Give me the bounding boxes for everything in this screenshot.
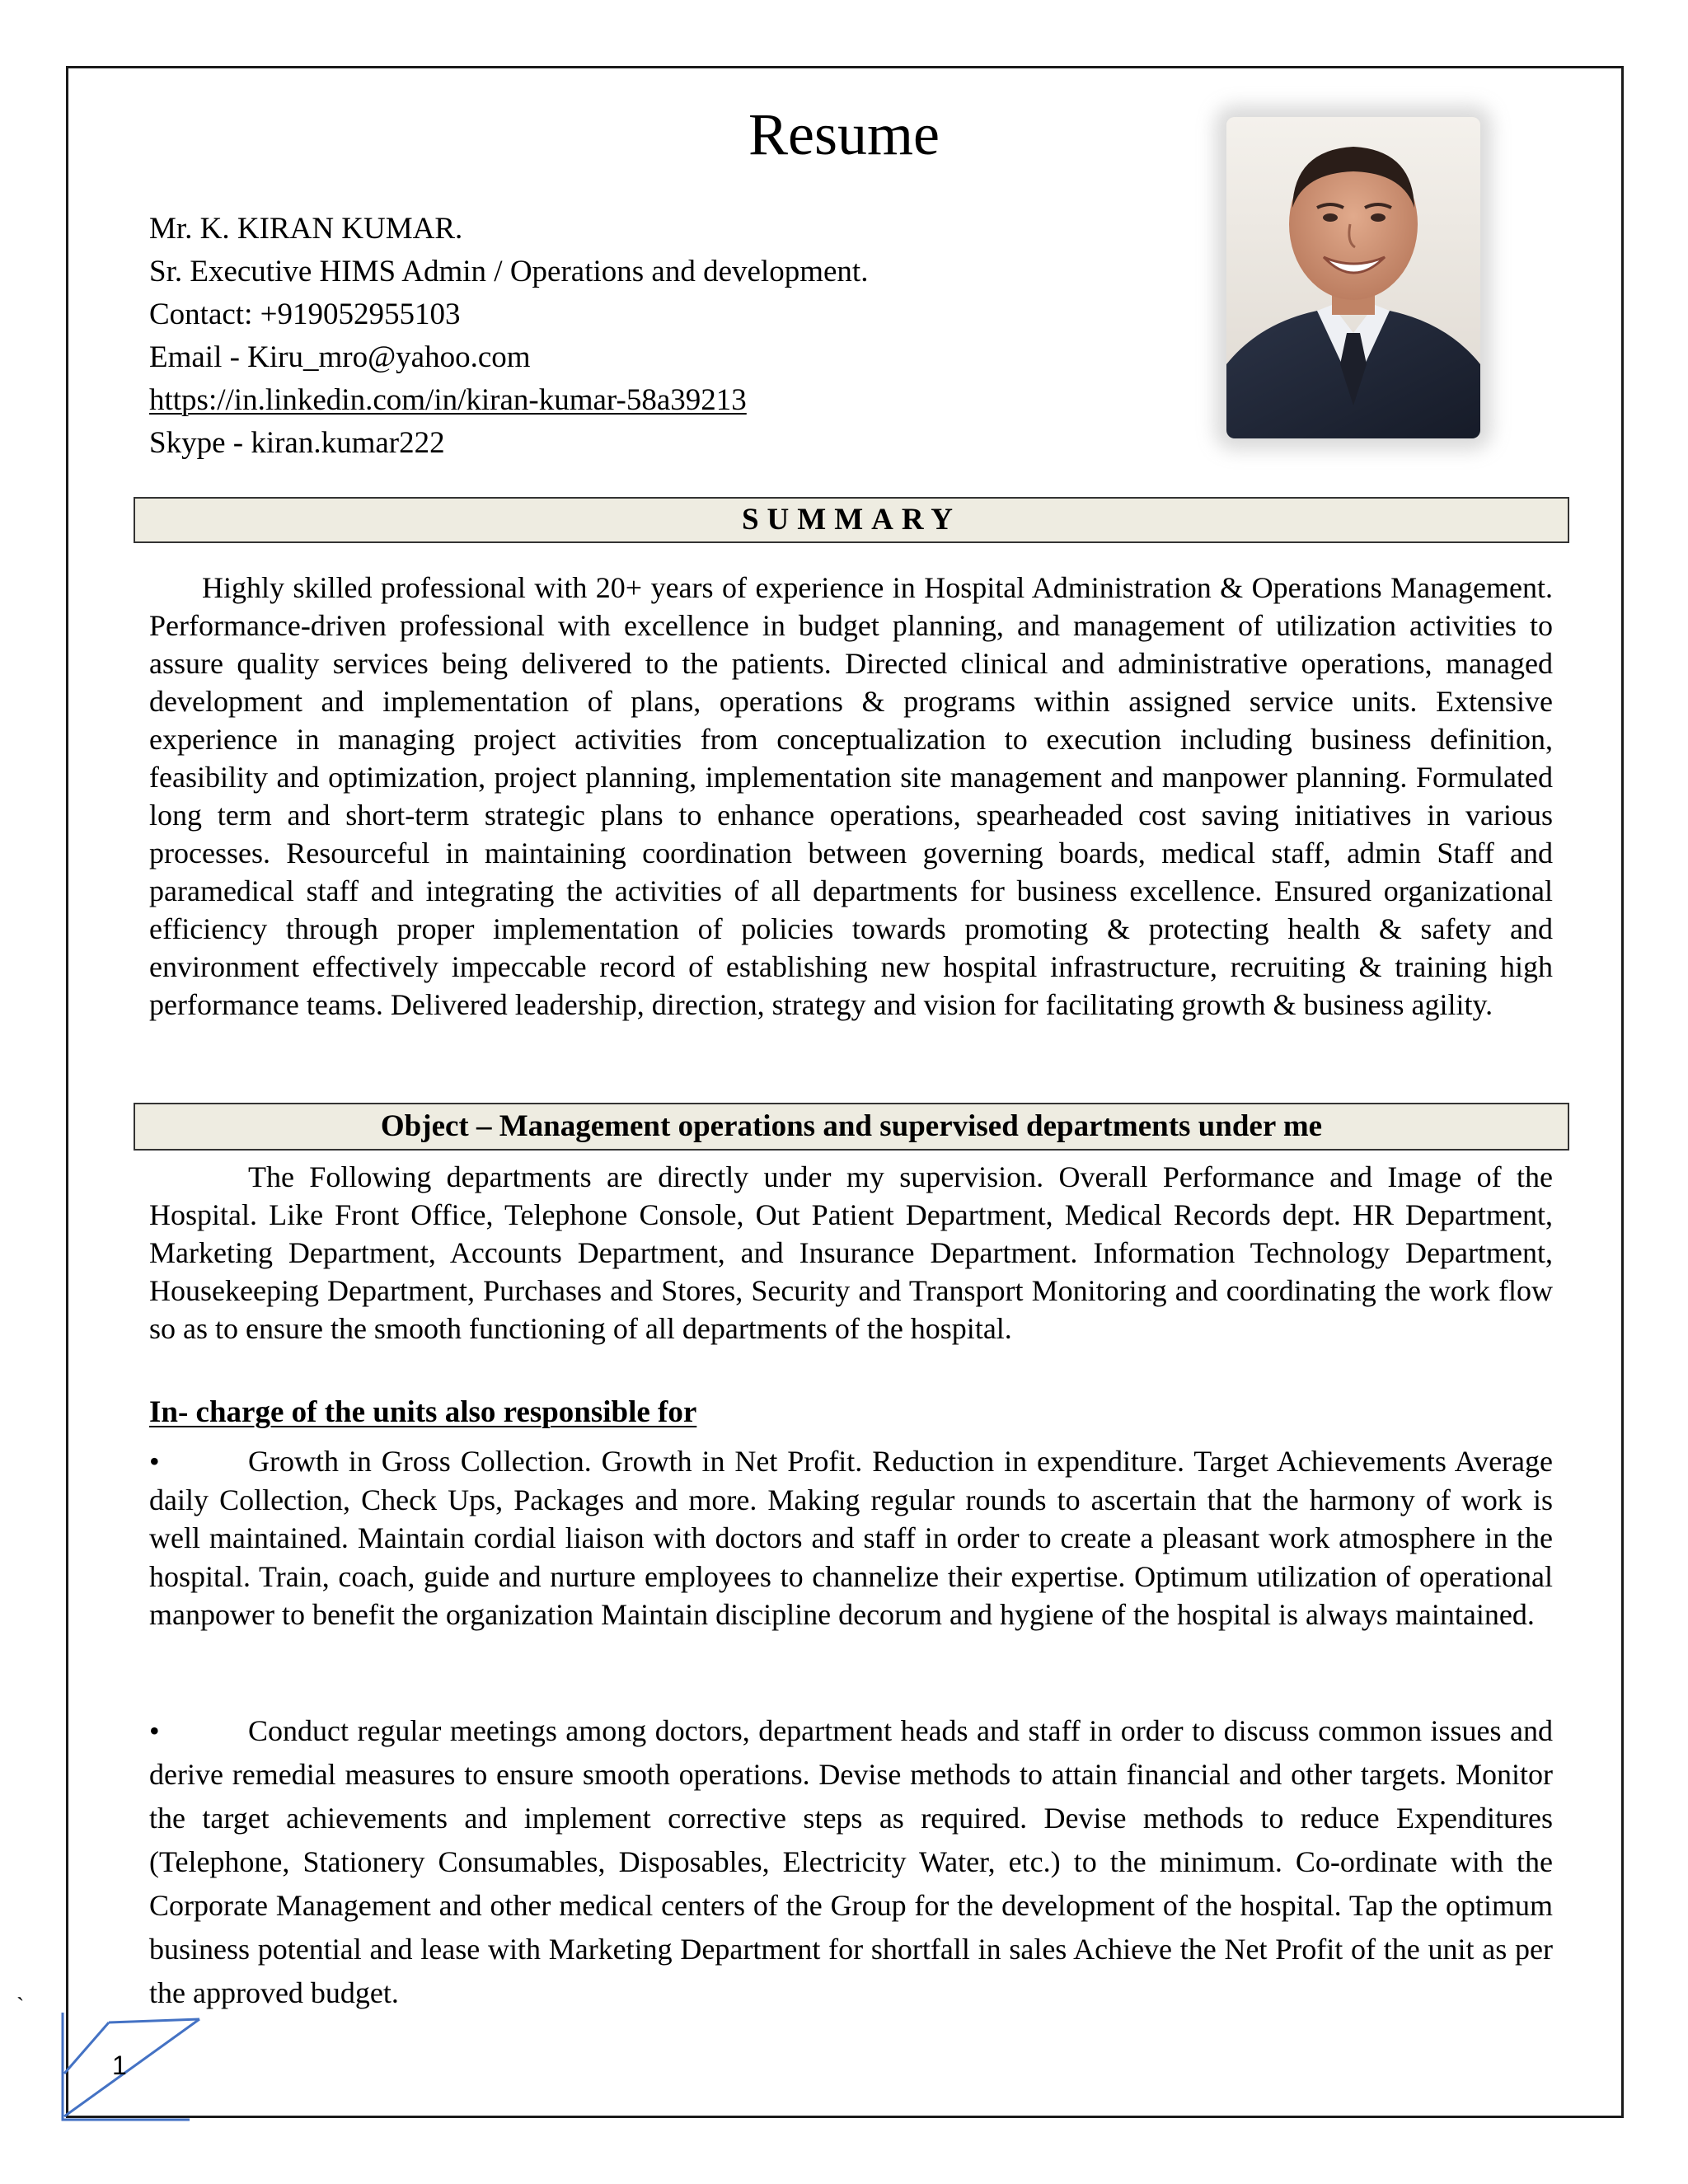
contact-phone: Contact: +919052955103 bbox=[149, 298, 461, 331]
page-number-shape-icon bbox=[59, 2011, 208, 2126]
summary-text: Highly skilled professional with 20+ years of experience in Hospital Administration & Operations Management. Performance-driven professional with excellence in budget planning, and management of utilization activities to assure quality services being delivered to the patients. Directed clinical and administrative operations, managed development and implementation of plans, operations & programs within assigned service units. Extensive experience in managing project activities from conceptualization to execution including business definition, feasibility and optimization, project planning, implementation site management and manpower planning. Formulated long term and short-term strategic plans to enhance operations, spearheaded cost saving initiatives in various processes. Resourceful in maintaining coordination between governing boards, medical staff, admin Staff and paramedical staff and integrating the activities of all departments for business excellence. Ensured organizational efficiency through proper implementation of policies towards promoting & protecting health & safety and environment effectively impeccable record of establishing new hospital infrastructure, recruiting & training high performance teams. Delivered leadership, direction, strategy and vision for facilitating growth & business agility. bbox=[149, 571, 1553, 1021]
incharge-heading: In- charge of the units also responsible for bbox=[149, 1395, 697, 1429]
stray-mark: ` bbox=[16, 1994, 25, 2019]
linkedin-link[interactable]: https://in.linkedin.com/in/kiran-kumar-58a39213 bbox=[149, 383, 747, 417]
bullet-text: Conduct regular meetings among doctors, department heads and staff in order to discuss common issues and derive remedial measures to ensure smooth operations. Devise methods to attain financial and other targets. Monitor the target achievements and implement corrective steps as required. Devise methods to reduce Expenditures (Telephone, Stationery Consumables, Disposables, Electricity Water, etc.) to the minimum. Co-ordinate with the Corporate Management and other medical centers of the Group for the development of the hospital. Tap the optimum business potential and lease with Marketing Department for shortfall in sales Achieve the Net Profit of the unit as per the approved budget. bbox=[149, 1714, 1553, 2009]
portrait-photo-icon bbox=[1226, 117, 1480, 438]
list-item bbox=[149, 1709, 1553, 2015]
candidate-name: Mr. K. KIRAN KUMAR. bbox=[149, 212, 463, 246]
contact-block bbox=[149, 208, 868, 465]
bullet-text: Growth in Gross Collection. Growth in Net Profit. Reduction in expenditure. Target Achievements Average daily Collection, Check Ups, Packages and more. Making regular rounds to ascertain that the harmony of work is well maintained. Maintain cordial liaison with doctors and staff in order to create a pleasant work atmosphere in the hospital. Train, coach, guide and nurture employees to channelize their expertise. Optimum utilization of operational manpower to benefit the organization Maintain discipline decorum and hygiene of the hospital is always maintained. bbox=[149, 1445, 1553, 1631]
contact-skype: Skype - kiran.kumar222 bbox=[149, 426, 445, 460]
object-heading: Object – Management operations and supervised departments under me bbox=[134, 1103, 1569, 1151]
page-title: Resume bbox=[748, 101, 940, 167]
page-number: 1 bbox=[112, 2050, 127, 2080]
contact-email: Email - Kiru_mro@yahoo.com bbox=[149, 340, 531, 374]
bullet-icon: • bbox=[149, 1714, 160, 1747]
candidate-designation: Sr. Executive HIMS Admin / Operations and development. bbox=[149, 255, 869, 288]
bullet-icon: • bbox=[149, 1445, 160, 1478]
list-item bbox=[149, 1442, 1553, 1634]
profile-photo bbox=[1226, 117, 1480, 438]
object-text: The Following departments are directly under my supervision. Overall Performance and Image of the Hospital. Like Front Office, Telephone Console, Out Patient Department, Medical Records dept. HR Department, Marketing Department, Accounts Department, and Insurance Department. Information Technology Department, Housekeeping Department, Purchases and Stores, Security and Transport Monitoring and coordinating the work flow so as to ensure the smooth functioning of all departments of the hospital. bbox=[149, 1160, 1553, 1345]
summary-heading: SUMMARY bbox=[134, 497, 1569, 543]
